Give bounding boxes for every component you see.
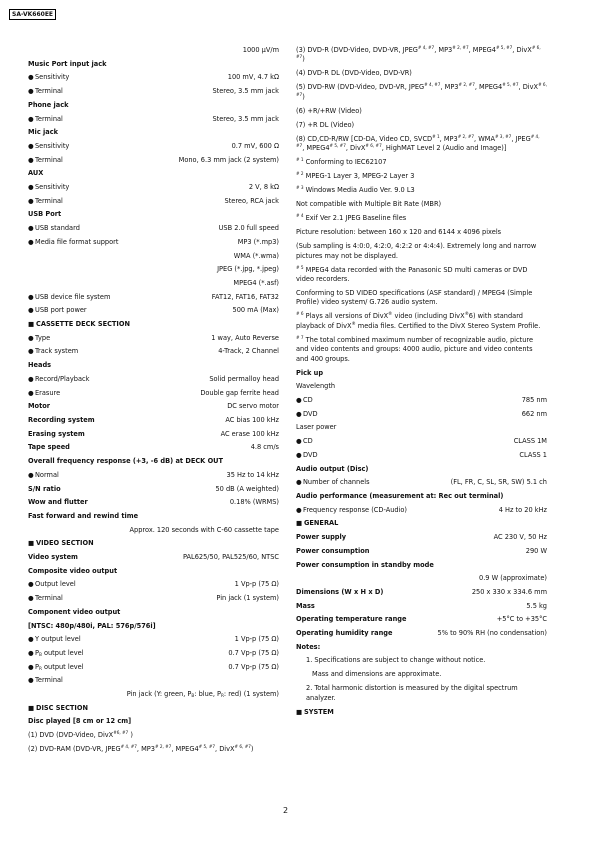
page-number: 2 bbox=[283, 806, 289, 815]
spec-value: Pin jack (Y: green, $P_B$: blue, $P_R$: red) (1 system) bbox=[126, 690, 279, 699]
spec-row: Motor DC servo motor bbox=[28, 402, 279, 411]
spec-value: MPEG4 (*.asf) bbox=[233, 278, 279, 287]
section-heading: Power consumption in standby mode bbox=[296, 560, 434, 569]
disc-item: (6) +R/+RW (Video) bbox=[296, 106, 362, 115]
spec-row: ● Number of channels (FL, FR, C, SL, SR, SW) 5.1 ch bbox=[296, 478, 547, 486]
section-heading: Laser power bbox=[296, 423, 337, 432]
footnote: Picture resolution: between 160 x 120 and 6144 x 4096 pixels bbox=[296, 228, 502, 237]
spec-row: ● Terminal Pin jack (1 system) bbox=[28, 594, 279, 602]
section-title: ■ CASSETTE DECK SECTION bbox=[28, 320, 279, 328]
section-heading: Wavelength bbox=[296, 382, 336, 391]
section-heading: Mic jack bbox=[28, 128, 59, 137]
section-heading: Fast forward and rewind time bbox=[28, 511, 139, 520]
spec-row: Power supply AC 230 V, 50 Hz bbox=[296, 533, 547, 542]
spec-value: JPEG (*.jpg, *.jpeg) bbox=[217, 265, 279, 274]
spec-row: ● USB device file system FAT12, FAT16, FAT32 bbox=[28, 293, 279, 301]
section-heading: [NTSC: 480p/480i, PAL: 576p/576i] bbox=[28, 621, 156, 630]
spec-row: Recording system AC bias 100 kHz bbox=[28, 415, 279, 424]
note: 2. Total harmonic distortion is measured by the digital spectrum analyzer. bbox=[306, 684, 518, 702]
footnote: $^{\# 3}$ Windows Media Audio Ver. 9.0 L3 bbox=[296, 185, 415, 195]
section-heading: Phone jack bbox=[28, 100, 69, 109]
spec-row: ● USB port power 500 mA (Max) bbox=[28, 306, 279, 314]
note: Mass and dimensions are approximate. bbox=[312, 670, 442, 679]
section-heading: Heads bbox=[28, 361, 52, 370]
spec-row: ● Y output level 1 Vp-p (75 Ω) bbox=[28, 635, 279, 643]
section-title: ■ SYSTEM bbox=[296, 708, 547, 716]
spec-row: ● Terminal Stereo, 3.5 mm jack bbox=[28, 87, 279, 95]
footnote: Not compatible with Multiple Bit Rate (MBR) bbox=[296, 200, 442, 209]
spec-row: Wow and flutter 0.18% (WRMS) bbox=[28, 498, 279, 507]
footnote: $^{\# 4}$ Exif Ver 2.1 JPEG Baseline files bbox=[296, 213, 407, 223]
section-heading: Overall frequency response (+3, -6 dB) at DECK OUT bbox=[28, 457, 224, 466]
spec-row: ● Normal 35 Hz to 14 kHz bbox=[28, 471, 279, 479]
disc-item: (2) DVD-RAM (DVD-VR, $JPEG^{\# 4, \#7}$, $MP3^{\# 2, \#7}$, $MPEG4^{\# 5, \#7}$, DivX$^{\# 6, \#7}$) bbox=[28, 744, 254, 754]
disc-item: (5) DVD-RW (DVD-Video, DVD-VR, $JPEG^{\# 4, \#7}$, $MP3^{\# 2, \#7}$, $MPEG4^{\# 5, \#7}$, DivX$^{\# 6, \#7}$) bbox=[296, 82, 547, 101]
section-title: ■ DISC SECTION bbox=[28, 704, 279, 712]
spec-value: Approx. 120 seconds with C-60 cassette tape bbox=[129, 525, 279, 534]
spec-row: Tape speed 4.8 cm/s bbox=[28, 443, 279, 452]
section-heading: Audio performance (measurement at: Rec out terminal) bbox=[296, 491, 504, 500]
spec-row: Erasing system AC erase 100 kHz bbox=[28, 429, 279, 438]
spec-row: Mass 5.5 kg bbox=[296, 601, 547, 610]
disc-item: (8) CD,CD-R/RW [CD-DA, Video CD, SVCD$^{\# 1}$, $MP3^{\# 2, \#7}$, $WMA^{\# 3, \#7}$, $JPEG^{\# 4, \#7}$, $MPEG4^{\# 5, \#7}$, DivX$^{\# 6, \#7}$, HighMAT Level 2 (Audio and Image)] bbox=[296, 133, 540, 153]
note: 1. Specifications are subject to change without notice. bbox=[306, 656, 486, 665]
footnote: $^{\# 7}$ The total combined maximum number of recognizable audio, picture and video contents and groups: 4000 audio, picture and video contents and 400 groups. bbox=[296, 334, 534, 363]
spec-row: ● Sensitivity 0.7 mV, 600 Ω bbox=[28, 142, 279, 150]
spec-row: Dimensions (W x H x D) 250 x 330 x 334.6 mm bbox=[296, 587, 547, 596]
spec-row: ● Type 1 way, Auto Reverse bbox=[28, 334, 279, 342]
spec-row: ● $P_B$ output level 0.7 Vp-p (75 Ω) bbox=[28, 649, 279, 657]
spec-row: ● DVD 662 nm bbox=[296, 410, 547, 418]
spec-row: ● Terminal Stereo, 3.5 mm jack bbox=[28, 115, 279, 123]
section-heading: Component video output bbox=[28, 607, 121, 616]
disc-item: (1) DVD (DVD-Video, DivX$^{\#6, \#7}$ ) bbox=[28, 730, 133, 740]
spec-value: 1000 µV/m bbox=[242, 46, 279, 54]
footnote: Conforming to SD VIDEO specifications (ASF standard) / MPEG4 (Simple Profile) video system/ G.726 audio system. bbox=[296, 289, 533, 307]
spec-row: ● Erasure Double gap ferrite head bbox=[28, 389, 279, 397]
section-heading: USB Port bbox=[28, 210, 62, 219]
spec-row: ● CD CLASS 1M bbox=[296, 437, 547, 445]
section-heading: Notes: bbox=[296, 642, 321, 651]
spec-row: ● Output level 1 Vp-p (75 Ω) bbox=[28, 580, 279, 588]
spec-row: ● Terminal Stereo, RCA jack bbox=[28, 197, 279, 205]
spec-row: ● Terminal bbox=[28, 676, 279, 684]
section-heading: Composite video output bbox=[28, 566, 118, 575]
section-heading: Audio output (Disc) bbox=[296, 464, 369, 473]
spec-row: ● Sensitivity 100 mV, 4.7 kΩ bbox=[28, 73, 279, 81]
right-column bbox=[296, 46, 547, 722]
model-label: SA-VK660EE bbox=[9, 9, 56, 20]
spec-row: ● Media file format support MP3 (*.mp3) bbox=[28, 238, 279, 246]
footnote: $^{\# 2}$ MPEG-1 Layer 3, MPEG-2 Layer 3 bbox=[296, 171, 415, 181]
spec-row: ● Record/Playback Solid permalloy head bbox=[28, 375, 279, 383]
spec-row: ● $P_R$ output level 0.7 Vp-p (75 Ω) bbox=[28, 663, 279, 671]
disc-item: (3) DVD-R (DVD-Video, DVD-VR, $JPEG^{\# 4, \#7}$, $MP3^{\# 2, \#7}$, $MPEG4^{\# 5, \#7}$, DivX$^{\# 6, \#7}$) bbox=[296, 45, 541, 64]
spec-row: ● Terminal Mono, 6.3 mm jack (2 system) bbox=[28, 156, 279, 164]
left-column bbox=[28, 46, 279, 759]
spec-row: Power consumption 290 W bbox=[296, 546, 547, 555]
spec-row: Operating temperature range +5°C to +35°C bbox=[296, 615, 547, 624]
spec-row: ● Frequency response (CD-Audio) 4 Hz to 20 kHz bbox=[296, 506, 547, 514]
spec-row: ● CD 785 nm bbox=[296, 396, 547, 404]
footnote: $^{\# 1}$ Conforming to IEC62107 bbox=[296, 157, 387, 167]
section-title: ■ VIDEO SECTION bbox=[28, 539, 279, 547]
section-heading: Music Port input jack bbox=[28, 59, 107, 68]
section-title: ■ GENERAL bbox=[296, 519, 547, 527]
spec-row: Operating humidity range 5% to 90% RH (no condensation) bbox=[296, 629, 547, 638]
spec-row: ● Sensitivity 2 V, 8 kΩ bbox=[28, 183, 279, 191]
footnote: (Sub sampling is 4:0:0, 4:2:0, 4:2:2 or 4:4:4). Extremely long and narrow pictures may not be displayed. bbox=[296, 242, 537, 260]
disc-item: (4) DVD-R DL (DVD-Video, DVD-VR) bbox=[296, 69, 412, 78]
spec-row: ● USB standard USB 2.0 full speed bbox=[28, 224, 279, 232]
disc-item: (7) +R DL (Video) bbox=[296, 120, 355, 129]
section-heading: Disc played [8 cm or 12 cm] bbox=[28, 717, 132, 726]
spec-row: ● DVD CLASS 1 bbox=[296, 451, 547, 459]
spec-row: ● Track system 4-Track, 2 Channel bbox=[28, 347, 279, 355]
spec-row: Video system PAL625/50, PAL525/60, NTSC bbox=[28, 553, 279, 562]
spec-row: S/N ratio 50 dB (A weighted) bbox=[28, 484, 279, 493]
spec-value: 0.9 W (approximate) bbox=[479, 574, 547, 583]
section-heading: Pick up bbox=[296, 368, 324, 377]
footnote: $^{\# 6}$ Plays all versions of DivX® video (including DivX®6) with standard playback of DivX® media files. Certified to the DivX Stereo System Profile. bbox=[296, 311, 541, 330]
spec-value: WMA (*.wma) bbox=[233, 251, 279, 260]
footnote: $^{\# 5}$ MPEG4 data recorded with the Panasonic SD multi cameras or DVD video recorders. bbox=[296, 264, 528, 284]
section-heading: AUX bbox=[28, 169, 44, 178]
